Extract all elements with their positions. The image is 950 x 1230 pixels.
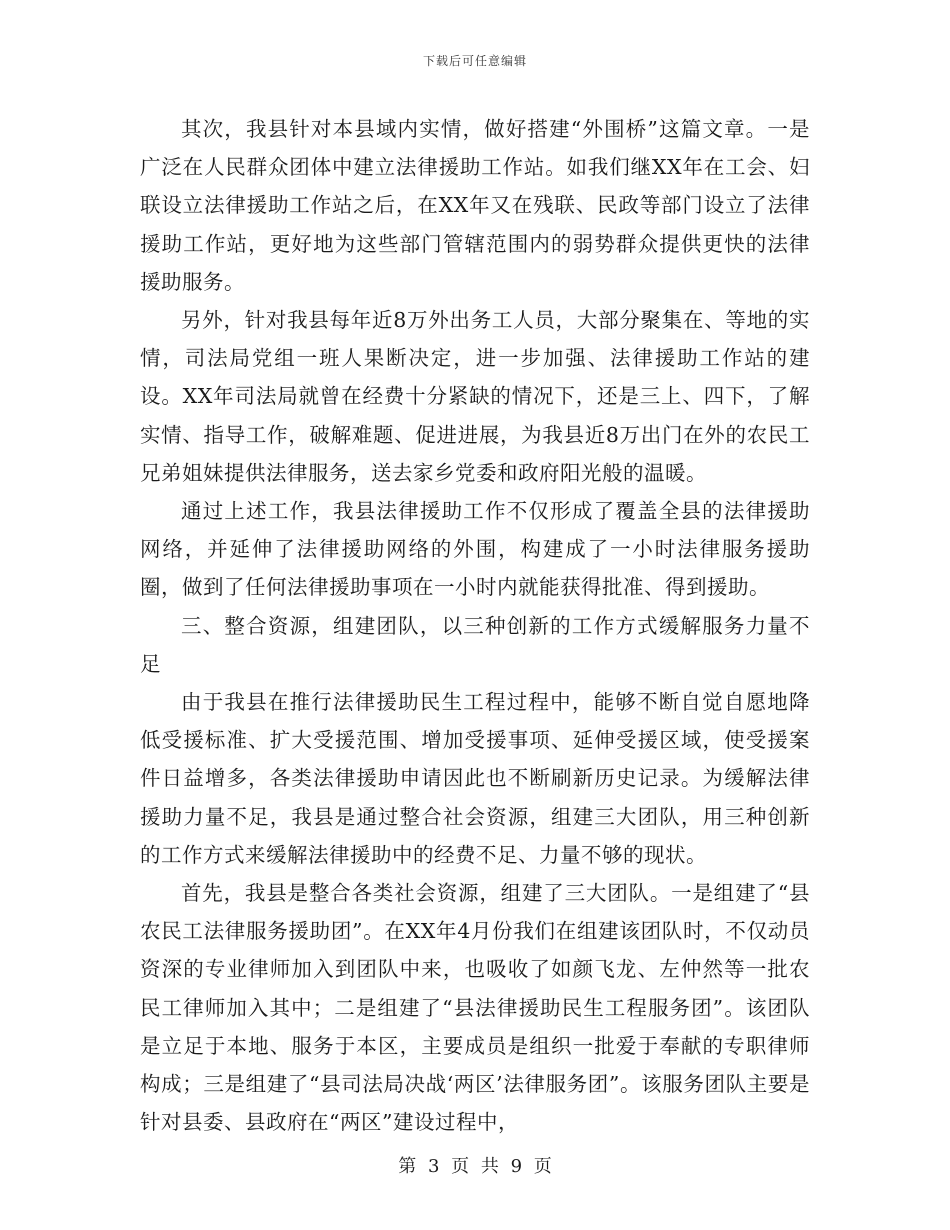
- paragraph-3: 通过上述工作，我县法律援助工作不仅形成了覆盖全县的法律援助网络，并延伸了法律援助网络的外围，构建成了一小时法律服务援助圈，做到了任何法律援助事项在一小时内就能获得批准、得到援助。: [140, 499, 810, 600]
- document-body: [140, 110, 810, 1141]
- paragraph-1: 其次，我县针对本县域内实情，做好搭建“外围桥”这篇文章。一是广泛在人民群众团体中建立法律援助工作站。如我们继XX年在工会、妇联设立法律援助工作站之后，在XX年又在残联、民政等部门设立了法律援助工作站，更好地为这些部门管辖范围内的弱势群众提供更快的法律援助服务。: [140, 117, 810, 294]
- page-header: 下载后可任意编辑: [422, 54, 527, 68]
- section-heading: 三、整合资源，组建团队，以三种创新的工作方式缓解服务力量不足: [140, 613, 810, 676]
- paragraph-2: 另外，针对我县每年近8万外出务工人员，大部分聚集在、等地的实情，司法局党组一班人果断决定，进一步加强、法律援助工作站的建设。XX年司法局就曾在经费十分紧缺的情况下，还是三上、四下，了解实情、指导工作，破解难题、促进进展，为我县近8万出门在外的农民工兄弟姐妹提供法律服务，送去家乡党委和政府阳光般的温暖。: [140, 308, 810, 485]
- paragraph-5: 首先，我县是整合各类社会资源，组建了三大团队。一是组建了“县农民工法律服务援助团”。在XX年4月份我们在组建该团队时，不仅动员资深的专业律师加入到团队中来，也吸收了如颜飞龙、左仲然等一批农民工律师加入其中；二是组建了“县法律援助民生工程服务团”。该团队是立足于本地、服务于本区，主要成员是组织一批爱于奉献的专职律师构成；三是组建了“县司法局决战‘两区’法律服务团”。该服务团队主要是针对县委、县政府在“两区”建设过程中，: [140, 881, 810, 1135]
- page-number: 第 3 页 共 9 页: [398, 1156, 552, 1177]
- paragraph-4: 由于我县在推行法律援助民生工程过程中，能够不断自觉自愿地降低受援标准、扩大受援范围、增加受援事项、延伸受援区域，使受援案件日益增多，各类法律援助申请因此也不断刷新历史记录。为缓解法律援助力量不足，我县是通过整合社会资源，组建三大团队，用三种创新的工作方式来缓解法律援助中的经费不足、力量不够的现状。: [140, 690, 810, 867]
